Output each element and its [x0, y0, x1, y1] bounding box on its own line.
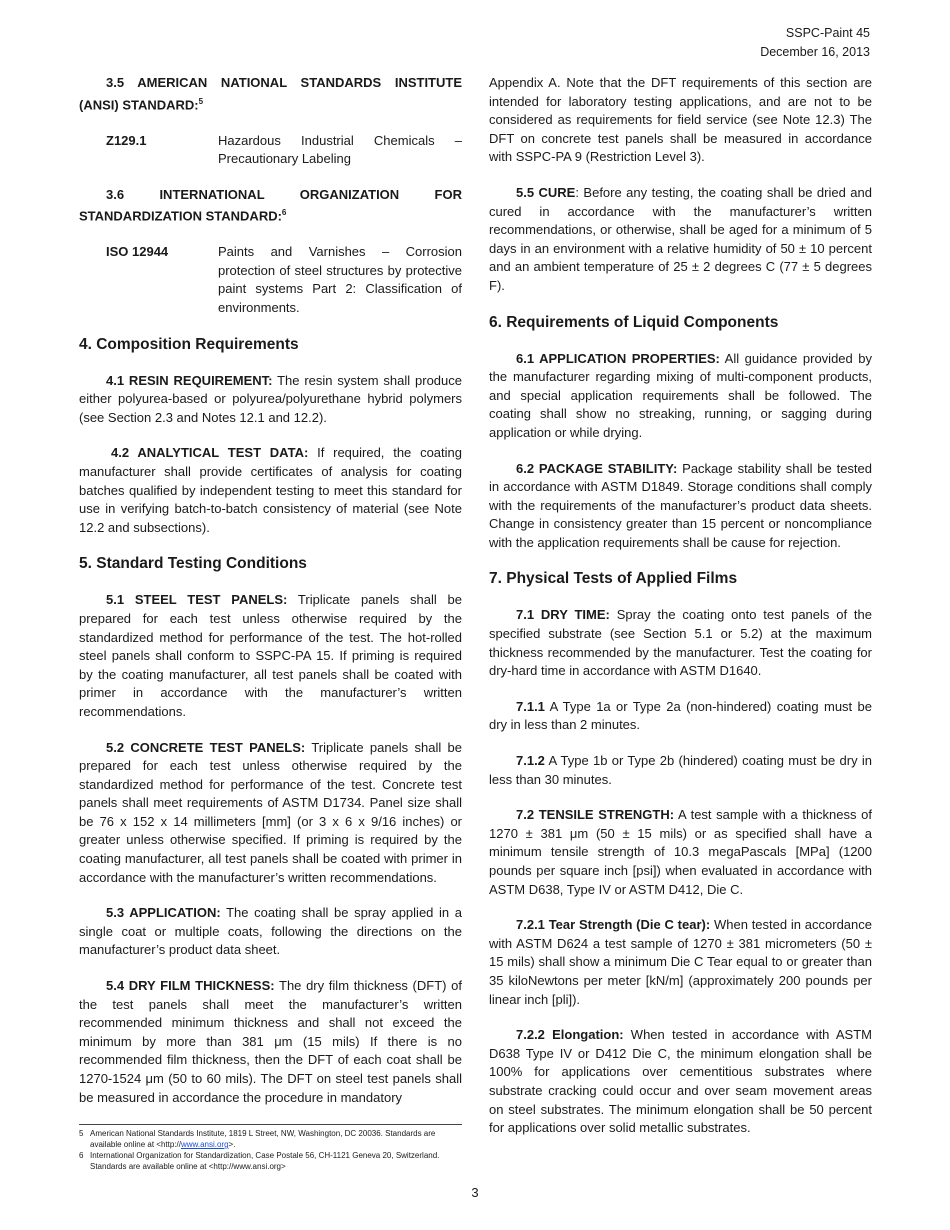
section-6-2-title: 6.2 PACKAGE STABILITY: [516, 460, 678, 476]
section-5-2-paragraph: 5.2 CONCRETE TEST PANELS: Triplicate panels shall be prepared for each test unless otherwise required by the standardized method for performance of the test. Concrete test panels shall meet requirements of ASTM D1734. Panel size shall be 76 x 152 x 14 millimeters [mm] (or 3 x 6 x 9/16 inches) or greater unless otherwise specified. If priming is required by the coating manufacturer, all test panels shall be coated with primer in accordance with the manufacturer’s written recommendations. [79, 739, 462, 885]
page-number: 3 [471, 1185, 479, 1200]
section-7-1-2-title: 7.1.2 [516, 753, 545, 769]
section-7-2-2-title: 7.2.2 Elongation: [516, 1027, 624, 1043]
section-7-1-1-paragraph: 7.1.1 A Type 1a or Type 2a (non-hindered) coating must be dry in less than 2 minutes. [489, 698, 872, 733]
reference-z129 [79, 132, 462, 169]
footnote-6: 6 International Organization for Standardization, Case Postale 56, CH-1121 Geneva 20, Switzerland. Standards are available online at <http://www.ansi.org> [79, 1151, 440, 1171]
section-7-2-paragraph: 7.2 TENSILE STRENGTH: A test sample with a thickness of 1270 ± 381 μm (50 ± 15 mils) or as specified shall have a minimum tensile strength of 10.3 megaPascals [MPa] (1200 pounds per square inch [psi]) when evaluated in accordance with ASTM D638, Type IV or ASTM D412, Die C. [489, 807, 872, 897]
document-id: SSPC-Paint 45 [785, 26, 870, 40]
section-3-6-heading: 3.6 INTERNATIONAL ORGANIZATION FOR STANDARDIZATION STANDARD:$^6$ [79, 186, 462, 224]
ansi-link[interactable]: www.ansi.org [180, 1140, 229, 1149]
reference-description: Paints and Varnishes – Corrosion protection of steel structures by protective paint systems Part 2: Classification of environments. [218, 244, 462, 315]
reference-code: Z129.1 [106, 132, 147, 148]
section-7-1-2-paragraph: 7.1.2 A Type 1b or Type 2b (hindered) coating must be dry in less than 30 minutes. [489, 753, 872, 787]
left-column [79, 74, 462, 1124]
section-6-1-paragraph: 6.1 APPLICATION PROPERTIES: All guidance provided by the manufacturer regarding mixing of multi-component products, and special application requirements shall be followed. The coating shall show no streaking, running, or sagging during application or while drying. [489, 350, 872, 440]
section-4-1-title: 4.1 RESIN REQUIREMENT: [106, 372, 273, 388]
right-column [489, 74, 872, 1155]
section-4-1-paragraph: 4.1 RESIN REQUIREMENT: The resin system shall produce either polyurea-based or polyurea/polyurethane hybrid polymers (see Section 2.3 and Notes 12.1 and 12.2). [79, 372, 462, 425]
section-7-1-1-title: 7.1.1 [516, 698, 545, 714]
page-header [760, 24, 870, 62]
reference-iso-12944 [79, 243, 462, 317]
section-4-heading: 4. Composition Requirements [79, 335, 299, 353]
section-7-1-paragraph: 7.1 DRY TIME: Spray the coating onto test panels of the specified substrate (see Section 5.1 or 5.2) at the maximum thickness recommended by the manufacturer. Test the coating for dry-hard time in accordance with ASTM D1640. [489, 607, 872, 679]
section-6-heading: 6. Requirements of Liquid Components [489, 313, 779, 331]
document-date: December 16, 2013 [760, 45, 870, 59]
section-7-1-title: 7.1 DRY TIME: [516, 607, 610, 623]
section-4-2-title: 4.2 ANALYTICAL TEST DATA: [111, 445, 309, 461]
section-5-2-title: 5.2 CONCRETE TEST PANELS: [106, 739, 306, 755]
reference-code: ISO 12944 [106, 244, 169, 260]
section-7-2-title: 7.2 TENSILE STRENGTH: [516, 807, 675, 823]
footnote-5: 5 American National Standards Institute, 1819 L Street, NW, Washington, DC 20036. Standards are available online at <http://www.ansi.org>. [79, 1129, 436, 1149]
section-5-3-title: 5.3 APPLICATION: [106, 905, 221, 921]
section-7-2-2-paragraph: 7.2.2 Elongation: When tested in accordance with ASTM D638 Type IV or D412 Die C, the minimum elongation shall be 100% for applications over cementitious substrates where substrate cracking could occur and over seam movement areas on steel substrates. The minimum elongation shall be 50 percent for applications over solid metallic substrates. [489, 1027, 873, 1136]
section-7-2-1-title: 7.2.1 Tear Strength (Die C tear): [516, 917, 711, 933]
section-5-heading: 5. Standard Testing Conditions [79, 555, 307, 573]
section-3-5-heading: 3.5 AMERICAN NATIONAL STANDARDS INSTITUTE (ANSI) STANDARD:$^5$ [79, 75, 462, 112]
section-5-1-paragraph: 5.1 STEEL TEST PANELS: Triplicate panels shall be prepared for each test unless otherwise required by the standardized method for performance of the test. The hot-rolled steel panels shall conform to SSPC-PA 15. If priming is required by the coating manufacturer, all test panels shall be coated with primer in accordance with the manufacturer’s written recommendations. [79, 592, 462, 719]
footnote-ref-5: 5 [198, 96, 204, 106]
section-5-5-title: 5.5 CURE [516, 184, 576, 200]
footnotes [79, 1124, 462, 1172]
section-6-2-paragraph: 6.2 PACKAGE STABILITY: Package stability shall be tested in accordance with ASTM D1849. Storage conditions shall comply with the requirements of the manufacturer’s product data sheets. Change in consistency greater than 15 percent or noncompliance with the application requirements shall be cause for rejection. [489, 460, 872, 550]
footnote-ref-6: 6 [281, 208, 287, 218]
reference-description: Hazardous Industrial Chemicals – Precautionary Labeling [218, 132, 462, 167]
section-5-3-paragraph: 5.3 APPLICATION: The coating shall be spray applied in a single coat or multiple coats, following the directions on the manufacturer’s product data sheet. [79, 905, 462, 958]
section-5-1-title: 5.1 STEEL TEST PANELS: [106, 592, 288, 608]
footnote-number: 6 [79, 1151, 84, 1160]
section-7-2-1-paragraph: 7.2.1 Tear Strength (Die C tear): When tested in accordance with ASTM D624 a test sample of 1270 ± 381 micrometers (50 ± 15 mils) shall show a minimum Die C Tear equal to or greater than 35 kiloNewtons per meter [kN/m] (approximately 200 pounds per linear inch [pli]). [489, 917, 872, 1007]
footnote-number: 5 [79, 1129, 84, 1138]
section-4-2-paragraph: 4.2 ANALYTICAL TEST DATA: If required, the coating manufacturer shall provide certificates of analysis for coating batches qualified by independent testing to meet this standard for use in verifying batch-to-batch consistency of material (see Note 12.2 and subsections). [79, 445, 462, 535]
section-7-heading: 7. Physical Tests of Applied Films [489, 570, 738, 588]
section-5-4-title: 5.4 DRY FILM THICKNESS: [106, 978, 275, 994]
section-6-1-title: 6.1 APPLICATION PROPERTIES: [516, 350, 720, 366]
section-5-4-continued: Appendix A. Note that the DFT requirements of this section are intended for laboratory testing applications, and are not to be considered as requirements for field service (see Note 12.3) The DFT on concrete test panels shall be measured in accordance with SSPC-PA 9 (Restriction Level 3). [489, 75, 872, 165]
section-5-5-paragraph: 5.5 CURE: Before any testing, the coating shall be dried and cured in accordance with the manufacturer’s written recommendations, or otherwise, shall be aged for a minimum of 5 days in an environment with a relative humidity of 50 ± 10 percent and an ambient temperature of 25 ± 2 degrees C (77 ± 5 degrees F). [489, 184, 872, 293]
section-5-4-paragraph: 5.4 DRY FILM THICKNESS: The dry film thickness (DFT) of the test panels shall meet the manufacturer’s written recommended minimum thickness and shall not exceed the minimum by more than 381 μm (15 mils) If there is no recommended film thickness, then the DFT of each coat shall be 1270-1524 μm (50 to 60 mils). The DFT on steel test panels shall be measured in accordance the procedure in mandatory [79, 978, 462, 1105]
